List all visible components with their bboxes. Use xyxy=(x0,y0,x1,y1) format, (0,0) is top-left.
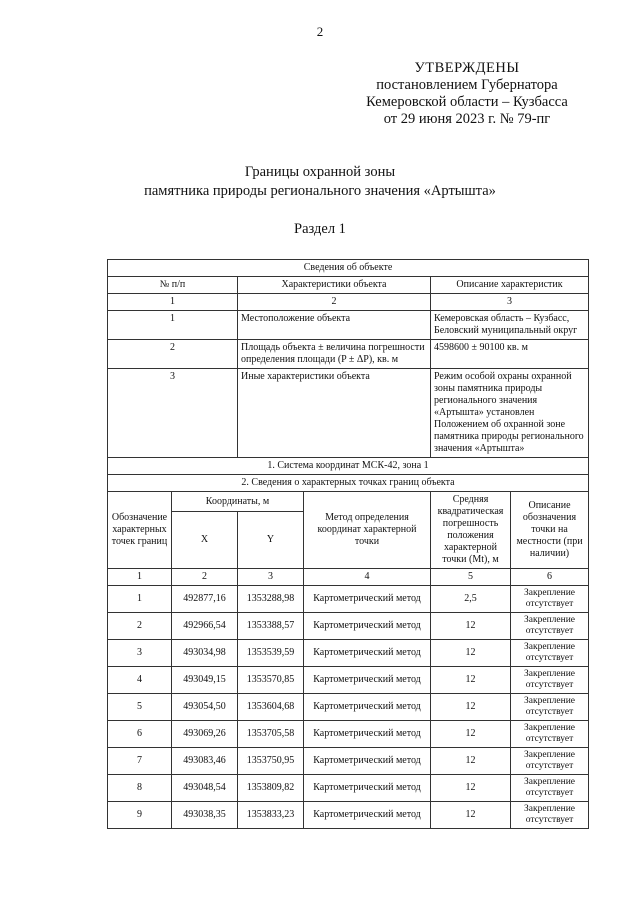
object-row xyxy=(108,311,589,340)
col-header-number: № п/п xyxy=(108,277,238,294)
boundary-table xyxy=(107,259,589,829)
page-number: 2 xyxy=(316,24,324,39)
point-id: 7 xyxy=(108,748,172,775)
col-header-characteristic: Характеристики объекта xyxy=(238,277,431,294)
document-title-line: Границы охранной зоны xyxy=(244,164,396,180)
point-x: 493034,98 xyxy=(172,640,238,667)
point-method: Картометрический метод xyxy=(304,721,431,748)
point-id: 8 xyxy=(108,775,172,802)
document-title xyxy=(0,163,640,201)
point-method: Картометрический метод xyxy=(304,586,431,613)
table-row xyxy=(108,586,589,613)
point-y: 1353833,23 xyxy=(238,802,304,829)
col-header-error: Средняя квадратическая погрешность положения характерной точки (Mt), м xyxy=(431,492,511,569)
col-header-description: Описание характеристик xyxy=(431,277,589,294)
point-x: 493069,26 xyxy=(172,721,238,748)
col-number: 1 xyxy=(108,294,238,311)
point-error: 12 xyxy=(431,721,511,748)
col-header-method: Метод определения координат характерной точки xyxy=(304,492,431,569)
table-row xyxy=(108,667,589,694)
col-number: 3 xyxy=(238,569,304,586)
col-header-designation: Обозначение характерных точек границ xyxy=(108,492,172,569)
point-id: 2 xyxy=(108,613,172,640)
point-note: Закрепление отсутствует xyxy=(511,586,589,613)
point-note: Закрепление отсутствует xyxy=(511,802,589,829)
point-id: 1 xyxy=(108,586,172,613)
table-row xyxy=(108,721,589,748)
point-note: Закрепление отсутствует xyxy=(511,775,589,802)
object-info-header: Сведения об объекте xyxy=(108,260,589,277)
point-x: 493083,46 xyxy=(172,748,238,775)
object-row xyxy=(108,340,589,369)
approval-block xyxy=(352,60,582,128)
approval-line: постановлением Губернатора xyxy=(376,77,558,93)
point-error: 12 xyxy=(431,640,511,667)
point-x: 493054,50 xyxy=(172,694,238,721)
point-method: Картометрический метод xyxy=(304,640,431,667)
table-row xyxy=(108,640,589,667)
col-number: 1 xyxy=(108,569,172,586)
point-error: 12 xyxy=(431,694,511,721)
section-title: Раздел 1 xyxy=(294,221,346,237)
point-error: 12 xyxy=(431,748,511,775)
point-x: 492966,54 xyxy=(172,613,238,640)
point-x: 493048,54 xyxy=(172,775,238,802)
point-method: Картометрический метод xyxy=(304,802,431,829)
table-row xyxy=(108,775,589,802)
points-body xyxy=(108,586,589,829)
points-header: 2. Сведения о характерных точках границ объекта xyxy=(108,475,589,492)
col-header-point-description: Описание обозначения точки на местности (при наличии) xyxy=(511,492,589,569)
point-id: 3 xyxy=(108,640,172,667)
point-y: 1353604,68 xyxy=(238,694,304,721)
coord-system: 1. Система координат МСК-42, зона 1 xyxy=(108,458,589,475)
point-x: 492877,16 xyxy=(172,586,238,613)
point-note: Закрепление отсутствует xyxy=(511,667,589,694)
approval-date: от 29 июня 2023 г. № 79-пг xyxy=(383,111,551,127)
object-row-name: Площадь объекта ± величина погрешности определения площади (P ± ΔP), кв. м xyxy=(238,340,431,369)
point-y: 1353539,59 xyxy=(238,640,304,667)
point-id: 5 xyxy=(108,694,172,721)
point-note: Закрепление отсутствует xyxy=(511,613,589,640)
point-y: 1353750,95 xyxy=(238,748,304,775)
col-number: 2 xyxy=(172,569,238,586)
object-row-number: 2 xyxy=(108,340,238,369)
point-error: 12 xyxy=(431,802,511,829)
col-number: 3 xyxy=(431,294,589,311)
point-note: Закрепление отсутствует xyxy=(511,721,589,748)
point-y: 1353570,85 xyxy=(238,667,304,694)
object-row-number: 3 xyxy=(108,369,238,458)
point-y: 1353809,82 xyxy=(238,775,304,802)
col-number: 6 xyxy=(511,569,589,586)
object-row-name: Местоположение объекта xyxy=(238,311,431,340)
point-y: 1353288,98 xyxy=(238,586,304,613)
object-row-desc: 4598600 ± 90100 кв. м xyxy=(431,340,589,369)
table-row xyxy=(108,748,589,775)
object-row xyxy=(108,369,589,458)
table-row xyxy=(108,802,589,829)
object-row-desc: Режим особой охраны охранной зоны памятника природы регионального значения «Артышта» установлен Положением об охранной зоне памятника природы регионального значения «Артышта» xyxy=(431,369,589,458)
col-header-x: X xyxy=(172,512,238,569)
point-error: 12 xyxy=(431,775,511,802)
point-note: Закрепление отсутствует xyxy=(511,694,589,721)
approval-heading: УТВЕРЖДЕНЫ xyxy=(414,60,520,76)
table-row xyxy=(108,613,589,640)
point-id: 6 xyxy=(108,721,172,748)
col-header-y: Y xyxy=(238,512,304,569)
point-error: 12 xyxy=(431,613,511,640)
point-method: Картометрический метод xyxy=(304,748,431,775)
point-error: 12 xyxy=(431,667,511,694)
point-y: 1353388,57 xyxy=(238,613,304,640)
point-note: Закрепление отсутствует xyxy=(511,748,589,775)
point-method: Картометрический метод xyxy=(304,694,431,721)
object-row-desc: Кемеровская область – Кузбасс, Беловский муниципальный округ xyxy=(431,311,589,340)
point-x: 493049,15 xyxy=(172,667,238,694)
document-title-line: памятника природы регионального значения «Артышта» xyxy=(144,183,496,199)
point-y: 1353705,58 xyxy=(238,721,304,748)
point-method: Картометрический метод xyxy=(304,775,431,802)
table-row xyxy=(108,694,589,721)
point-note: Закрепление отсутствует xyxy=(511,640,589,667)
point-error: 2,5 xyxy=(431,586,511,613)
approval-line: Кемеровской области – Кузбасса xyxy=(366,94,568,110)
point-id: 4 xyxy=(108,667,172,694)
point-id: 9 xyxy=(108,802,172,829)
col-number: 5 xyxy=(431,569,511,586)
col-number: 2 xyxy=(238,294,431,311)
col-number: 4 xyxy=(304,569,431,586)
object-row-name: Иные характеристики объекта xyxy=(238,369,431,458)
object-row-number: 1 xyxy=(108,311,238,340)
point-method: Картометрический метод xyxy=(304,667,431,694)
col-header-coords: Координаты, м xyxy=(172,492,304,512)
point-x: 493038,35 xyxy=(172,802,238,829)
point-method: Картометрический метод xyxy=(304,613,431,640)
